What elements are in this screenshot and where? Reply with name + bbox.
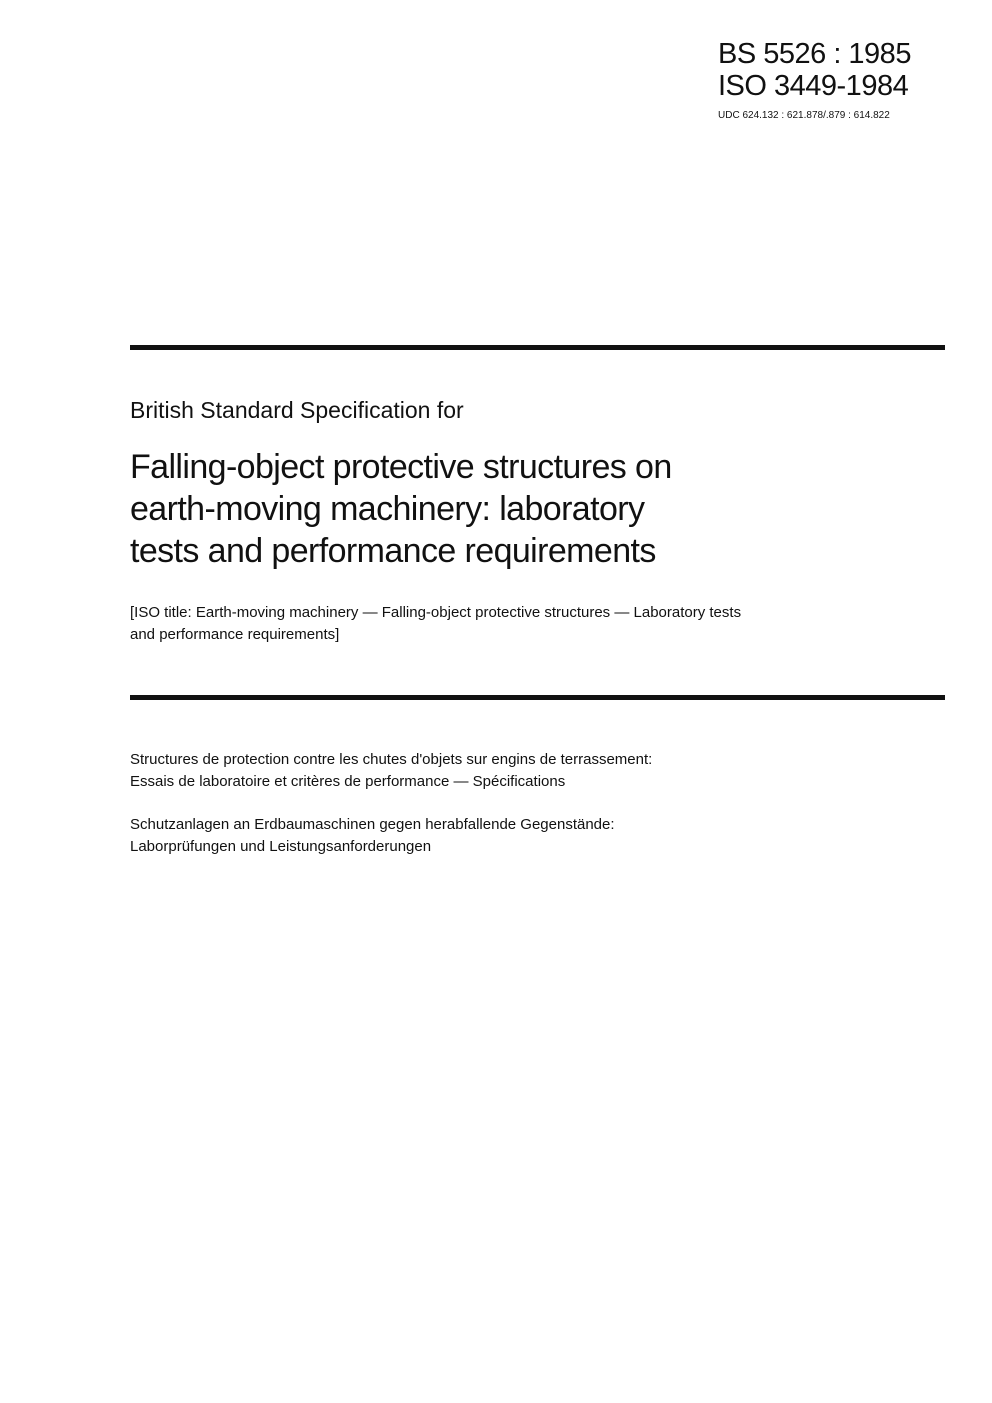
- main-title-line-1: Falling-object protective structures on: [130, 448, 672, 486]
- german-title: [130, 814, 890, 858]
- iso-title-line-2: and performance requirements]: [130, 626, 340, 643]
- iso-title: [130, 602, 890, 646]
- german-title-line-2: Laborprüfungen und Leistungsanforderungen: [130, 838, 432, 855]
- main-title-line-2: earth-moving machinery: laboratory: [130, 490, 645, 528]
- udc-code: UDC 624.132 : 621.878/.879 : 614.822: [718, 110, 890, 121]
- french-title-line-2: Essais de laboratoire et critères de performance — Spécifications: [130, 773, 566, 790]
- german-title-line-1: Schutzanlagen an Erdbaumaschinen gegen herabfallende Gegenstände:: [130, 816, 615, 833]
- iso-number: ISO 3449-1984: [718, 70, 909, 102]
- main-title: [130, 446, 920, 572]
- bs-number: BS 5526 : 1985: [718, 38, 911, 70]
- main-title-line-3: tests and performance requirements: [130, 532, 656, 570]
- specification-prefix: British Standard Specification for: [130, 397, 464, 423]
- standard-identifiers: [718, 38, 968, 122]
- french-title: [130, 749, 890, 793]
- bottom-divider: [130, 695, 945, 700]
- iso-title-line-1: [ISO title: Earth-moving machinery — Falling-object protective structures — Laboratory tests: [130, 604, 742, 621]
- french-title-line-1: Structures de protection contre les chutes d'objets sur engins de terrassement:: [130, 751, 653, 768]
- top-divider: [130, 345, 945, 350]
